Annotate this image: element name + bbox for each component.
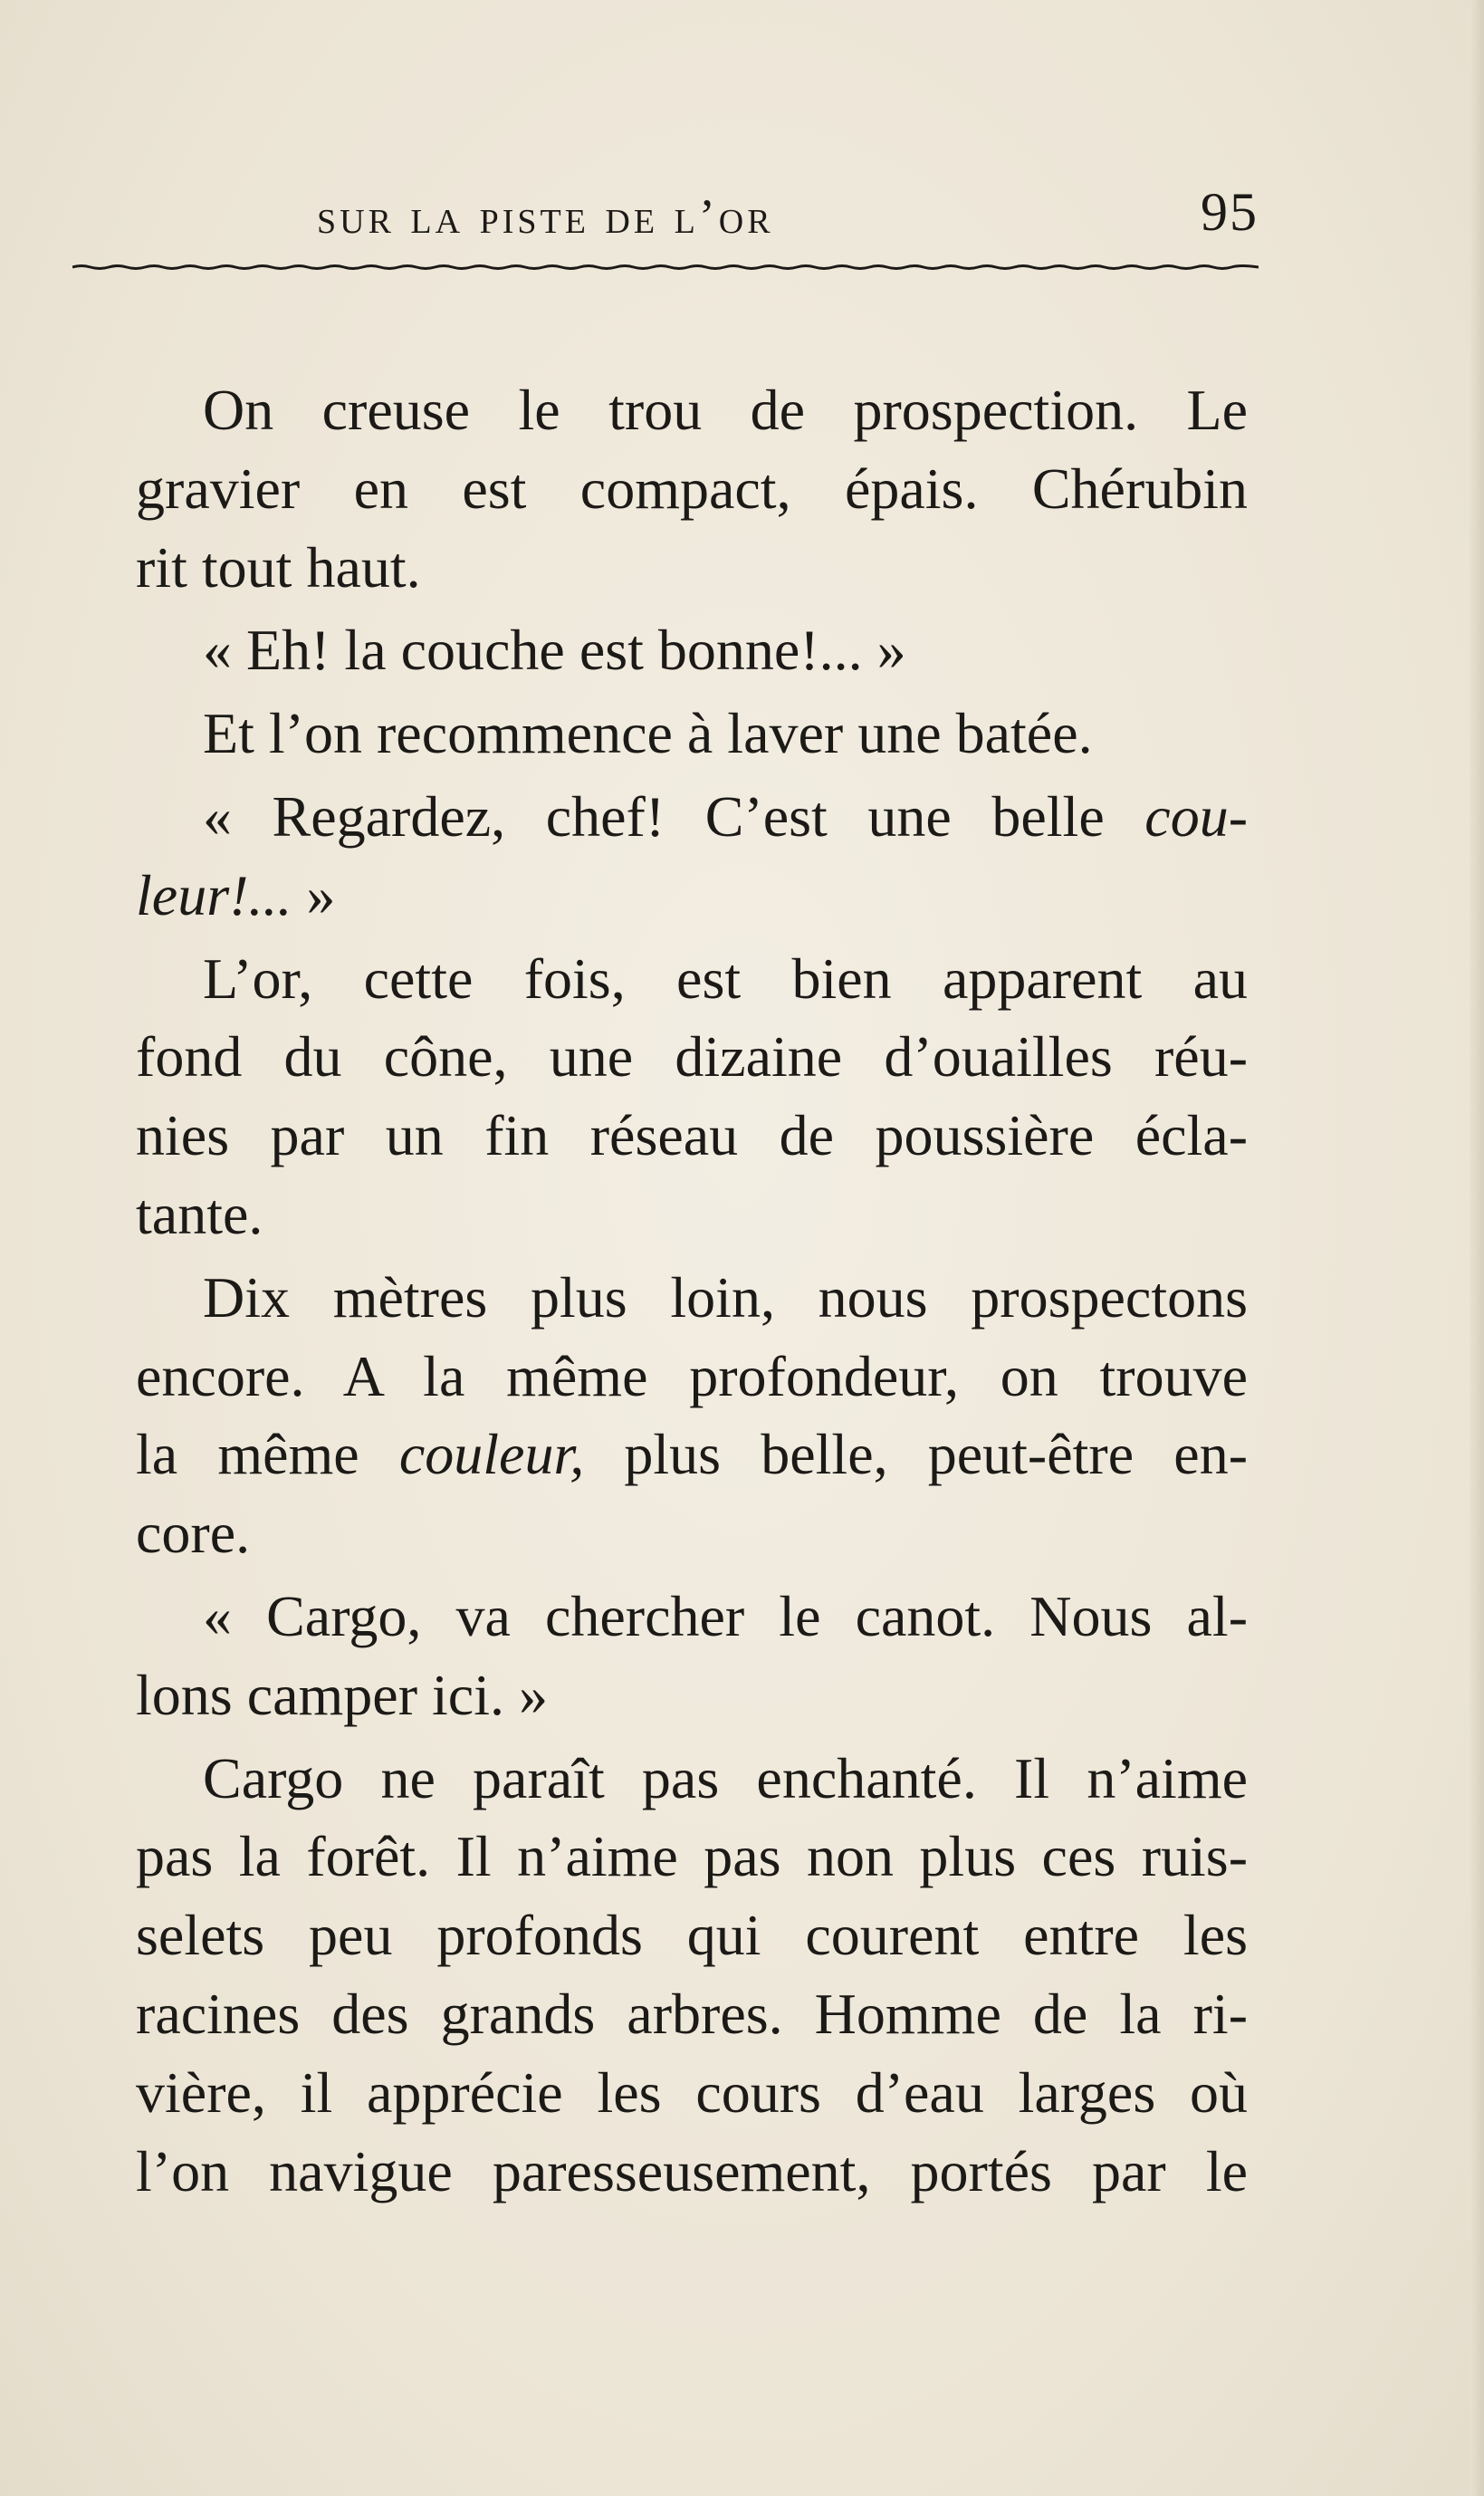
text-run: la même (136, 1422, 399, 1487)
text-run: » (292, 862, 336, 927)
paragraph (69, 371, 1248, 607)
text-line: encore. A la même profondeur, on trouve (136, 1343, 1248, 1408)
paragraph (69, 778, 1248, 936)
paragraph (69, 940, 1248, 1254)
text-run: plus belle, peut-être en- (584, 1422, 1248, 1487)
header-rule (72, 263, 1259, 272)
text-line: Et l’on recommence à laver une batée. (203, 701, 1093, 766)
italic-word: couleur, (398, 1422, 585, 1487)
text-line: vière, il apprécie les cours d’eau larges où (136, 2059, 1248, 2125)
page-number: 95 (1201, 182, 1259, 242)
paragraph (69, 611, 1248, 690)
text-line: tante. (136, 1181, 263, 1246)
text-line: core. (136, 1501, 251, 1566)
paragraph (69, 1578, 1248, 1735)
text-line: pas la forêt. Il n’aime pas non plus ces ruis- (136, 1824, 1248, 1889)
text-line: rit tout haut. (136, 534, 421, 600)
page-header (72, 172, 1259, 272)
text-line: « Cargo, va chercher le canot. Nous al- (203, 1583, 1248, 1648)
text-line (69, 778, 1248, 857)
paragraph (69, 695, 1248, 773)
italic-word: cou- (1144, 783, 1248, 849)
text-line: gravier en est compact, épais. Chérubin (136, 456, 1248, 521)
text-line: On creuse le trou de prospection. Le (203, 378, 1248, 442)
body-text (69, 371, 1248, 2211)
italic-word: leur!... (136, 862, 292, 927)
text-line: nies par un fin réseau de poussière écla- (136, 1103, 1248, 1168)
text-line (69, 857, 1248, 936)
text-line: Cargo ne paraît pas enchanté. Il n’aime (203, 1745, 1248, 1810)
text-line: fond du cône, une dizaine d’ouailles réu- (136, 1024, 1248, 1090)
text-line (69, 1416, 1248, 1494)
text-line: lons camper ici. » (136, 1662, 548, 1727)
text-line: selets peu profonds qui courent entre les (136, 1903, 1248, 1968)
text-line: racines des grands arbres. Homme de la ri- (136, 1981, 1248, 2046)
text-run: « Regardez, chef! C’est une belle (203, 783, 1145, 849)
running-title: sur la piste de l’or (317, 189, 774, 244)
paragraph (69, 1259, 1248, 1573)
text-line: Dix mètres plus loin, nous prospectons (203, 1264, 1248, 1330)
text-line: L’or, cette fois, est bien apparent au (203, 946, 1248, 1011)
text-line: « Eh! la couche est bonne!... » (203, 618, 906, 683)
text-line: l’on navigue paresseusement, portés par le (136, 2138, 1248, 2203)
paragraph (69, 1740, 1248, 2212)
page-edge (1470, 0, 1484, 2496)
